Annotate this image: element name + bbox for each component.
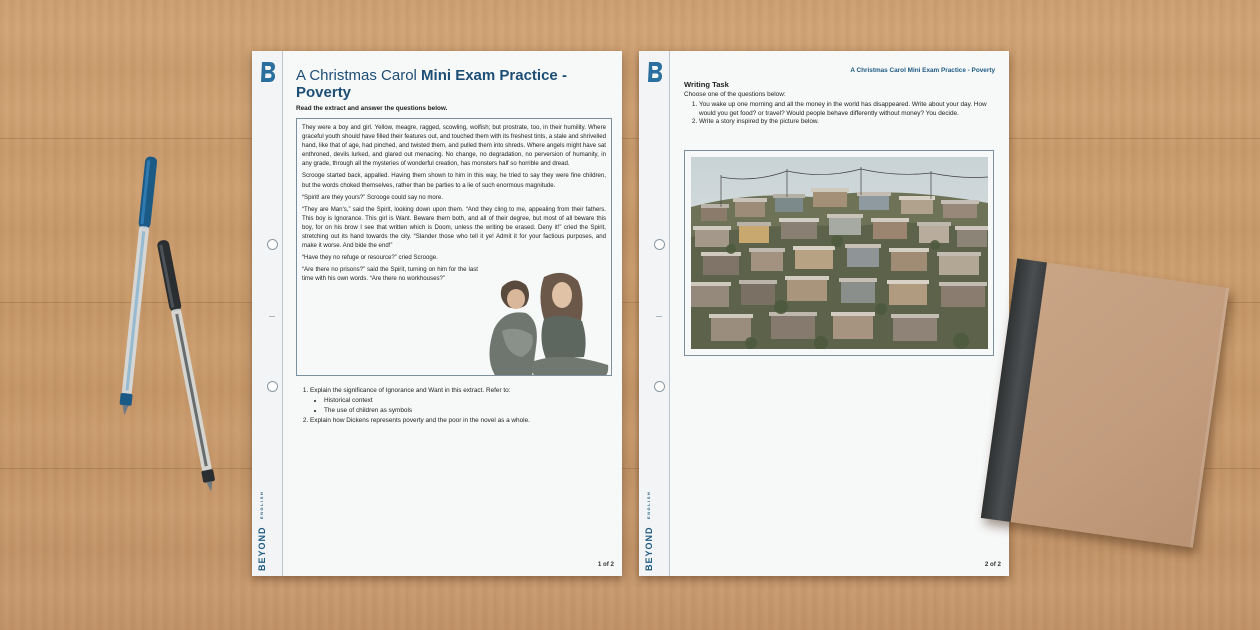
fold-mark [656,316,662,317]
page-number: 2 of 2 [984,561,1001,568]
brand-wordmark: BEYOND ENGLISH [257,490,267,571]
question-item: 1. You wake up one morning and all the money in the world has disappeared. Write about your day. How would you get food? or travel? Would people behave differently without money? You decide. [699,101,996,118]
notebook-edge [1190,288,1229,548]
page-title: A Christmas Carol Mini Exam Practice - Poverty [296,67,567,101]
extract-paragraph: “They are Man's,” said the Spirit, looking down upon them. “And they cling to me, appealing from their fathers. This boy is Ignorance. This girl is Want. Beware them both, and all of their degree, but most of all beware this boy, for on his brow I see that written which is Doom, unless the writing be erased. Deny it!” cried the Spirit, stretching out its hand towards the city. “Slander those who tell it ye! Admit it for your factious purposes, and make it worse. And bide the end!” [302,205,606,250]
question-bullet: • Historical context [324,396,612,406]
task-title: Writing Task [684,80,729,89]
question-item: 2. Explain how Dickens represents poverty and the poor in the novel as a whole. [310,416,612,426]
page-margin [639,51,670,576]
question-list [296,386,612,426]
task-instruction: Choose one of the questions below: [684,91,786,98]
page-number: 1 of 2 [597,561,614,568]
question-item: 2. Write a story inspired by the picture below. [699,118,996,127]
question-bullet: • The use of children as symbols [324,406,612,416]
instruction-text: Read the extract and answer the questions below. [296,105,448,112]
page-header: A Christmas Carol Mini Exam Practice - Poverty [850,67,995,74]
binder-hole [654,381,665,392]
beyond-logo-icon [646,61,663,83]
question-item: 1. Explain the significance of Ignorance and Want in this extract. Refer to: • Historical context • The use of children as symbols [310,386,612,416]
picture-frame [684,150,994,356]
binder-hole [267,381,278,392]
closed-notebook [981,258,1229,547]
worksheet-page-2 [639,51,1009,576]
writing-question-list [684,101,996,127]
extract-box [296,118,612,376]
extract-paragraph: Scrooge started back, appalled. Having them shown to him in this way, he tried to say they were fine children, but the words choked themselves, rather than be parties to a lie of such enormous magnitude. [302,172,606,189]
brand-wordmark: BEYOND ENGLISH [644,490,654,571]
binder-hole [654,239,665,250]
worksheet-page-1 [252,51,622,576]
extract-paragraph: They were a boy and girl. Yellow, meagre, ragged, scowling, wolfish; but prostrate, too, in their humility. Where graceful youth should have filled their features out, and touched them with its freshest tints, a stale and shrivelled hand, like that of age, had pinched, and twisted them, and pulled them into shreds. Where angels might have sat enthroned, devils lurked, and glared out menacing. No change, no degradation, no perversion of humanity, in any grade, through all the mysteries of wonderful creation, has monsters half so horrible and dread. [302,124,606,168]
extract-paragraph: “Are there no prisons?” said the Spirit, turning on him for the last time with his own words. “Are there no workhouses?” [302,266,478,283]
black-pen [152,230,222,505]
page-margin [252,51,283,576]
fold-mark [269,316,275,317]
extract-paragraph: “Have they no refuge or resource?” cried Scrooge. [302,254,438,262]
extract-paragraph: “Spirit! are they yours?” Scrooge could say no more. [302,193,443,201]
ignorance-and-want-illustration [474,269,612,376]
shanty-town-photo [691,157,988,349]
beyond-logo-icon [259,61,276,83]
binder-hole [267,239,278,250]
